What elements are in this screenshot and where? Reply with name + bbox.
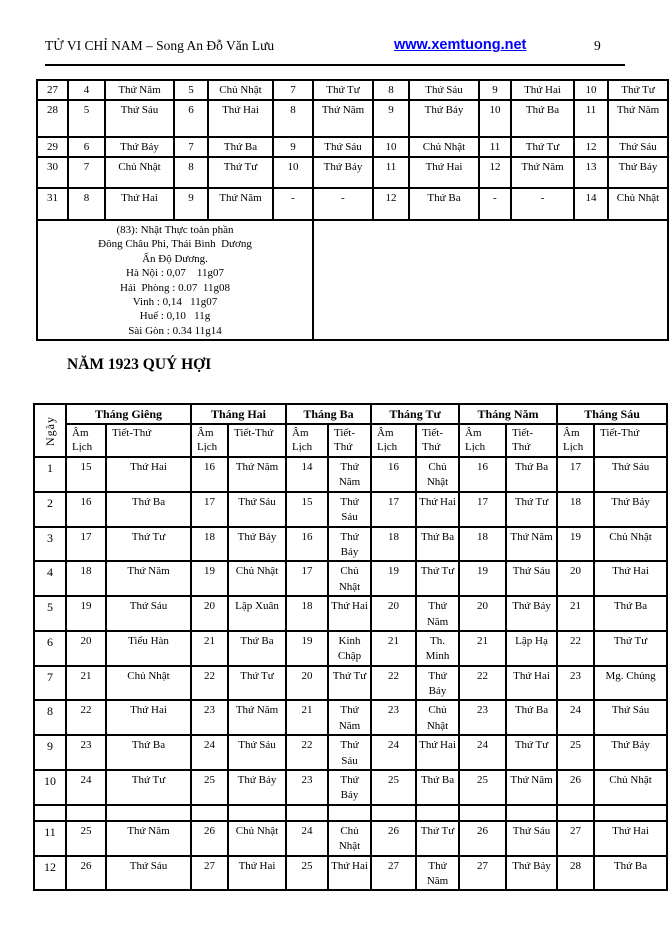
subheader-tiet: Tiết-Thứ [594,424,667,457]
table-cell: - [313,188,373,220]
table-cell: Thứ Năm [511,157,574,188]
header-divider [45,64,625,66]
table-cell: Thứ Ba [594,856,667,891]
table-cell: Thứ Bảy [328,527,371,562]
table-cell: 21 [371,631,416,666]
table-cell: 20 [371,596,416,631]
table-cell: 8 [34,700,66,735]
table-row [37,157,668,188]
table-cell: 10 [273,157,313,188]
table-cell: Thứ Năm [416,856,459,891]
table-cell: Thứ Sáu [608,137,668,157]
table-cell: 10 [373,137,409,157]
table-cell: 18 [459,527,506,562]
table-cell: Thứ Năm [105,80,174,100]
table-cell: 31 [37,188,68,220]
table-cell: Thứ Năm [608,100,668,137]
table-cell: 7 [34,666,66,701]
table-cell: 8 [273,100,313,137]
table-row [37,100,668,137]
table-cell: 23 [286,770,328,805]
table-cell: 9 [34,735,66,770]
table-cell: 17 [66,527,106,562]
table-cell: 7 [273,80,313,100]
subheader-am: Âm Lịch [286,424,328,457]
table-cell: 24 [191,735,228,770]
table-cell: 6 [68,137,105,157]
table-cell: Thứ Ba [409,188,479,220]
table-cell: 26 [459,821,506,856]
table-cell: Thứ Bảy [313,157,373,188]
table-cell: 27 [371,856,416,891]
subheader-tiet: Tiết-Thứ [416,424,459,457]
table-cell: 11 [34,821,66,856]
table-cell: Chủ Nhật [328,561,371,596]
table-cell: Thứ Ba [506,457,557,492]
table-cell: 21 [286,700,328,735]
table-cell: Thứ Tư [416,561,459,596]
eclipse-note-line: Sài Gòn : 0.34 11g14 [128,324,222,337]
table-cell: 19 [459,561,506,596]
subheader-tiet: Tiết-Thứ [506,424,557,457]
table-cell: 16 [371,457,416,492]
table-cell: Thứ Năm [328,457,371,492]
table-cell: 17 [371,492,416,527]
table-cell: 21 [66,666,106,701]
table-cell: 8 [68,188,105,220]
table-cell: Thứ Hai [328,596,371,631]
table-cell: Chủ Nhật [106,666,191,701]
table-cell: 24 [459,735,506,770]
table-cell: Thứ Bảy [506,596,557,631]
table-row [34,666,667,701]
table-cell: Thứ Ba [106,735,191,770]
table-cell: 17 [191,492,228,527]
page-number: 9 [594,38,601,53]
table-cell: 25 [286,856,328,891]
table-cell: Thứ Năm [106,561,191,596]
table-row [34,596,667,631]
table-cell [506,805,557,821]
table-cell: Thứ Tư [416,821,459,856]
table-cell: 27 [191,856,228,891]
table-cell: 24 [66,770,106,805]
table-cell: Thứ Ba [106,492,191,527]
table-cell: 19 [191,561,228,596]
table-cell: Thứ Ba [208,137,273,157]
table-cell: 12 [373,188,409,220]
table-cell: Thứ Tư [608,80,668,100]
table-cell: Thứ Sáu [506,821,557,856]
table-cell: 18 [557,492,594,527]
table-cell: Thứ Hai [416,492,459,527]
table-cell: 19 [66,596,106,631]
table-cell: 17 [557,457,594,492]
table-cell: Thứ Năm [208,188,273,220]
table-cell: Thứ Năm [506,770,557,805]
table-cell: 4 [34,561,66,596]
table-cell [459,805,506,821]
eclipse-note-line: Đông Châu Phi, Thái Bình Dương [98,238,252,251]
table-cell: Thứ Hai [416,735,459,770]
eclipse-note-line: Ấn Độ Dương. [142,252,208,265]
table-cell: 5 [174,80,208,100]
table-cell: 21 [459,631,506,666]
table-cell: Thứ Tư [106,527,191,562]
table-cell [328,805,371,821]
table-cell: 25 [191,770,228,805]
table-cell: Chủ Nhật [228,561,286,596]
table-cell: 27 [459,856,506,891]
table-row [34,770,667,805]
table-cell: Thứ Sáu [106,596,191,631]
table-cell: 7 [68,157,105,188]
table-cell: 24 [371,735,416,770]
table-cell: - [511,188,574,220]
table-cell: 12 [479,157,511,188]
table-cell: 5 [34,596,66,631]
table-cell: Lập Xuân [228,596,286,631]
table-cell: Thứ Ba [416,770,459,805]
table-cell: Thứ Hai [511,80,574,100]
table-row [34,492,667,527]
table-cell: Thứ Bảy [328,770,371,805]
table-cell: 23 [191,700,228,735]
table-cell: Chủ Nhật [105,157,174,188]
table-cell: 10 [574,80,608,100]
book-title: TỬ VI CHỈ NAM – Song An Đỗ Văn Lưu [45,38,275,53]
table-cell: Thứ Tư [313,80,373,100]
table-cell [286,805,328,821]
table-cell: Thứ Năm [228,457,286,492]
table-cell: Thứ Sáu [594,457,667,492]
table-cell [416,805,459,821]
table-cell: Thứ Tư [506,735,557,770]
table-cell: 16 [286,527,328,562]
subheader-am: Âm Lịch [557,424,594,457]
table-cell: 22 [66,700,106,735]
table-cell: Thứ Hai [105,188,174,220]
table-cell: 25 [66,821,106,856]
table-cell: 26 [371,821,416,856]
table-cell: Kinh Chập [328,631,371,666]
table-cell: Thứ Sáu [506,561,557,596]
table-cell: 23 [459,700,506,735]
table-cell: Thứ Ba [416,527,459,562]
table-row [34,457,667,492]
table-cell: 23 [371,700,416,735]
table-cell: Mg. Chủng [594,666,667,701]
table-cell: 22 [459,666,506,701]
table-row [34,527,667,562]
table-cell: Chủ Nhật [409,137,479,157]
table-cell: 18 [371,527,416,562]
table-cell: 18 [286,596,328,631]
month-header: Tháng Tư [371,404,459,424]
table-cell: Thứ Bảy [594,492,667,527]
table-cell: Thứ Hai [409,157,479,188]
eclipse-note-line: Huế : 0,10 11g [139,310,211,323]
eclipse-note-line: (83): Nhật Thực toàn phần [116,224,234,236]
table-cell: 19 [557,527,594,562]
table-cell: Thứ Ba [511,100,574,137]
table-cell: Thứ Bảy [409,100,479,137]
table-cell: 22 [191,666,228,701]
table-row [34,805,667,821]
table-cell: 12 [574,137,608,157]
table-cell: 7 [174,137,208,157]
table-cell: 19 [286,631,328,666]
table-cell: 11 [479,137,511,157]
table-cell: 3 [34,527,66,562]
month-header: Tháng Sáu [557,404,667,424]
table-cell: 10 [479,100,511,137]
table-cell: - [479,188,511,220]
table-cell: 1 [34,457,66,492]
table-cell: 8 [373,80,409,100]
table-cell: Thứ Hai [106,700,191,735]
table-cell: Chủ Nhật [328,821,371,856]
table-cell: Thứ Tư [511,137,574,157]
eclipse-note-line: Hải Phòng : 0.07 11g08 [120,281,230,294]
table-cell: 16 [459,457,506,492]
table-cell: Chủ Nhật [208,80,273,100]
table-cell: 23 [557,666,594,701]
table-cell: Thứ Năm [313,100,373,137]
eclipse-note-line: Hà Nội : 0,07 11g07 [126,267,224,280]
subheader-am: Âm Lịch [191,424,228,457]
table-cell: 22 [557,631,594,666]
table-cell: Thứ Năm [506,527,557,562]
table-cell [594,805,667,821]
table-cell: Chủ Nhật [416,457,459,492]
table-cell: 24 [286,821,328,856]
table-cell: Thứ Hai [594,821,667,856]
table-cell: 17 [286,561,328,596]
table-cell [191,805,228,821]
month-end-table-body [37,80,668,220]
table-cell: 21 [557,596,594,631]
table-cell: Thứ Sáu [228,492,286,527]
table-cell: Thứ Sáu [313,137,373,157]
table-cell: 22 [286,735,328,770]
table-cell: Thứ Sáu [594,700,667,735]
table-cell: 20 [191,596,228,631]
table-cell: Thứ Hai [328,856,371,891]
table-cell: Thứ Năm [416,596,459,631]
table-row [34,700,667,735]
eclipse-row [37,220,668,340]
table-cell: Thứ Tư [594,631,667,666]
table-cell: 9 [373,100,409,137]
table-cell [371,805,416,821]
table-cell: 8 [174,157,208,188]
table-cell: 15 [66,457,106,492]
table-cell: 6 [34,631,66,666]
table-cell: 27 [37,80,68,100]
table-cell: Thứ Bảy [608,157,668,188]
table-cell: 29 [37,137,68,157]
table-cell: 20 [557,561,594,596]
table-cell: 18 [191,527,228,562]
table-cell: Thứ Tư [208,157,273,188]
table-cell: Thứ Tư [228,666,286,701]
table-cell: Chủ Nhật [594,770,667,805]
table-cell: Thứ Tư [506,492,557,527]
table-cell: Thứ Tư [328,666,371,701]
table-cell: 9 [273,137,313,157]
table-cell [557,805,594,821]
table-cell: 15 [286,492,328,527]
table-cell: 30 [37,157,68,188]
month-header: Tháng Ba [286,404,371,424]
table-cell: 16 [191,457,228,492]
table-row [34,821,667,856]
table-cell: 4 [68,80,105,100]
table-cell: 6 [174,100,208,137]
subheader-tiet: Tiết-Thứ [106,424,191,457]
table-cell: 27 [557,821,594,856]
table-cell: Chủ Nhật [416,700,459,735]
table-cell [106,805,191,821]
table-cell: 25 [557,735,594,770]
table-cell: 26 [557,770,594,805]
table-cell: 12 [34,856,66,891]
table-cell: 23 [66,735,106,770]
table-cell: 20 [286,666,328,701]
table-cell: Thứ Năm [328,700,371,735]
website-link[interactable]: www.xemtuong.net [394,37,527,53]
table-row [37,80,668,100]
table-cell: Thứ Năm [228,700,286,735]
table-row [34,561,667,596]
table-cell: 28 [557,856,594,891]
table-cell: Chủ Nhật [594,527,667,562]
table-cell: 11 [373,157,409,188]
table-cell: 16 [66,492,106,527]
table-cell: Lập Hạ [506,631,557,666]
table-cell: 20 [66,631,106,666]
table-cell: Thứ Sáu [105,100,174,137]
table-cell: Thứ Sáu [409,80,479,100]
table-row [34,856,667,891]
subheader-tiet: Tiết-Thứ [228,424,286,457]
subheader-am: Âm Lịch [371,424,416,457]
table-cell [66,805,106,821]
table-cell: 24 [557,700,594,735]
table-cell: Thứ Bảy [594,735,667,770]
table-cell: Chủ Nhật [228,821,286,856]
table-cell: Thứ Tư [106,770,191,805]
subheader-row [34,424,667,457]
table-cell: Thứ Hai [106,457,191,492]
table-cell: 14 [286,457,328,492]
table-cell: - [273,188,313,220]
eclipse-empty-cell [313,220,668,340]
table-cell: Th. Minh [416,631,459,666]
year-title: NĂM 1923 QUÝ HỢI [67,356,212,373]
table-cell: Thứ Bảy [506,856,557,891]
month-header-row [34,404,667,424]
table-cell: 10 [34,770,66,805]
table-cell: 20 [459,596,506,631]
table-cell: 14 [574,188,608,220]
table-cell [34,805,66,821]
table-cell: Thứ Ba [228,631,286,666]
table-cell: Thứ Ba [506,700,557,735]
day-column-header [34,404,66,457]
table-cell: 26 [66,856,106,891]
month-end-table [36,79,669,341]
month-header: Tháng Hai [191,404,286,424]
table-cell: Thứ Sáu [106,856,191,891]
table-cell: Thứ Bảy [228,770,286,805]
table-cell: 25 [371,770,416,805]
table-cell: Thứ Sáu [328,492,371,527]
year-calendar-table [33,403,668,891]
month-header: Tháng Năm [459,404,557,424]
table-cell: Chủ Nhật [608,188,668,220]
table-cell: 5 [68,100,105,137]
table-cell: Thứ Hai [208,100,273,137]
table-row [34,735,667,770]
table-cell: Thứ Bảy [416,666,459,701]
table-row [37,188,668,220]
table-cell: 28 [37,100,68,137]
table-cell: 19 [371,561,416,596]
table-cell: 25 [459,770,506,805]
table-cell: 21 [191,631,228,666]
table-cell: Tiểu Hàn [106,631,191,666]
table-cell: Thứ Năm [106,821,191,856]
table-cell: Thứ Sáu [228,735,286,770]
table-row [34,631,667,666]
table-cell: 18 [66,561,106,596]
table-cell: 22 [371,666,416,701]
table-cell: 13 [574,157,608,188]
table-row [37,137,668,157]
table-cell: Thứ Bảy [228,527,286,562]
eclipse-note-cell [37,220,313,340]
table-cell: 2 [34,492,66,527]
table-cell: 9 [479,80,511,100]
table-cell: 11 [574,100,608,137]
table-cell: 17 [459,492,506,527]
table-cell: Thứ Hai [228,856,286,891]
table-cell: Thứ Bảy [105,137,174,157]
table-cell: Thứ Sáu [328,735,371,770]
day-column-label: Ngày [42,415,57,446]
subheader-am: Âm Lịch [66,424,106,457]
subheader-tiet: Tiết-Thứ [328,424,371,457]
subheader-am: Âm Lịch [459,424,506,457]
table-cell: 26 [191,821,228,856]
table-cell [228,805,286,821]
table-cell: 9 [174,188,208,220]
table-cell: Thứ Ba [594,596,667,631]
table-cell: Thứ Hai [506,666,557,701]
eclipse-note-line: Vinh : 0,14 11g07 [132,296,218,309]
month-header: Tháng Giêng [66,404,191,424]
table-cell: Thứ Hai [594,561,667,596]
year-calendar-body [34,457,667,890]
